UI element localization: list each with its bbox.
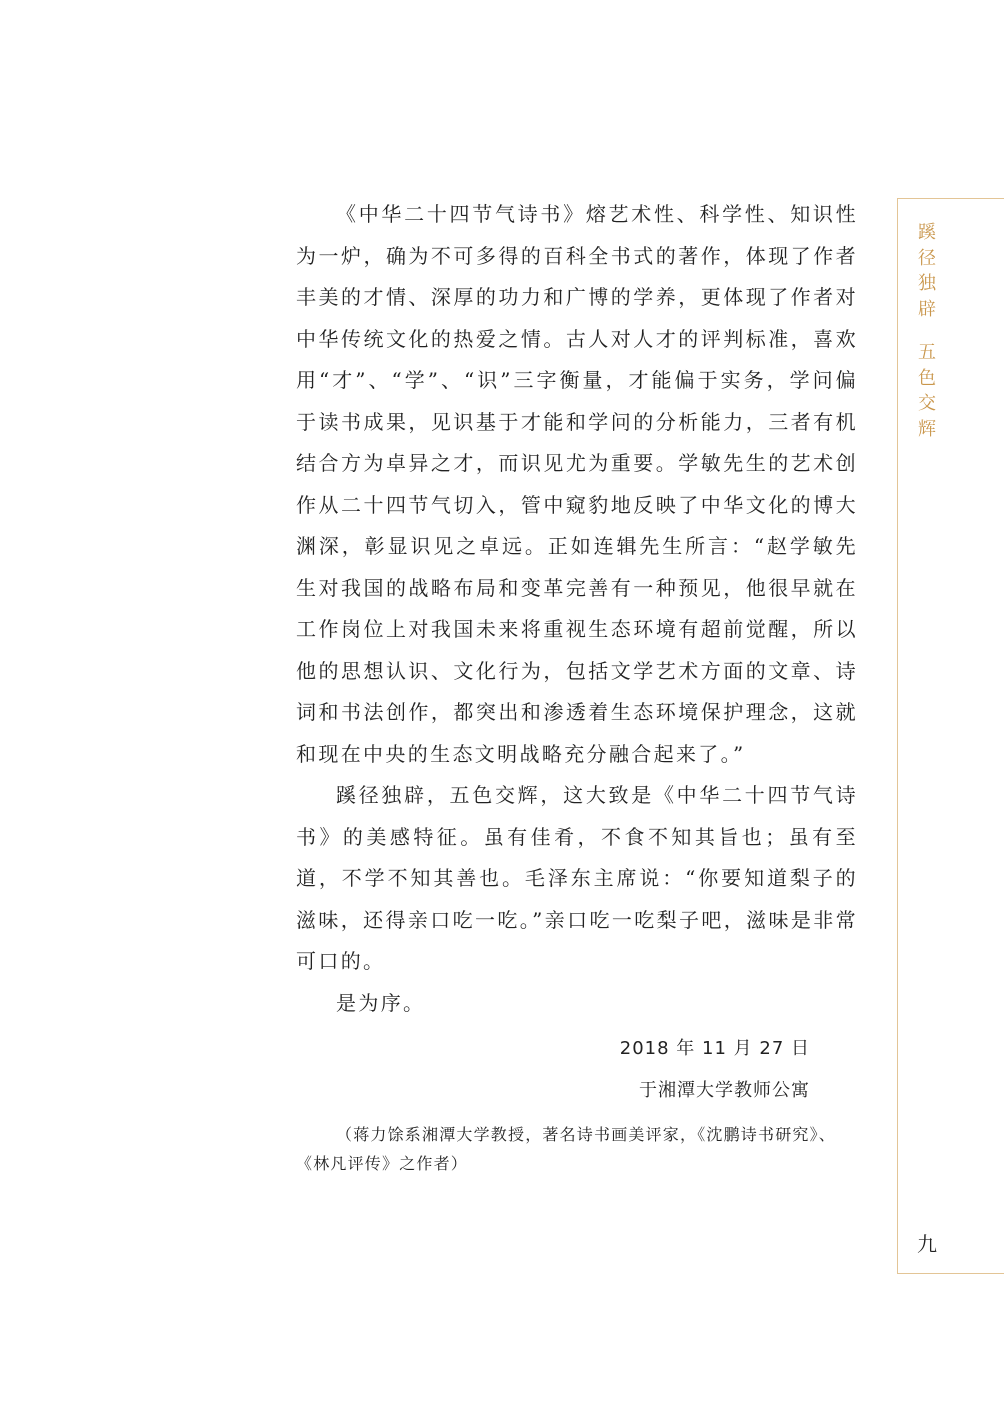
side-tab-frame [897,198,1004,1274]
paragraph-2: 蹊径独辟，五色交辉，这大致是《中华二十四节气诗书》的美感特征。虽有佳肴，不食不知其旨也；虽有至道，不学不知其善也。毛泽东主席说：“你要知道梨子的滋味，还得亲口吃一吃。”亲口吃一吃梨子吧，滋味是非常可口的。 [296,783,858,973]
signoff-place: 于湘潭大学教师公寓 [639,1080,810,1101]
paragraph-1: 《中华二十四节气诗书》熔艺术性、科学性、知识性为一炉，确为不可多得的百科全书式的著作，体现了作者丰美的才情、深厚的功力和广博的学养，更体现了作者对中华传统文化的热爱之情。古人对人才的评判标准，喜欢用“才”、“学”、“识”三字衡量，才能偏于实务，学问偏于读书成果，见识基于才能和学问的分析能力，三者有机结合方为卓异之才，而识见尤为重要。学敏先生的艺术创作从二十四节气切入，管中窥豹地反映了中华文化的博大渊深，彰显识见之卓远。正如连辑先生所言：“赵学敏先生对我国的战略布局和变革完善有一种预见，他很早就在工作岗位上对我国未来将重视生态环境有超前觉醒，所以他的思想认识、文化行为，包括文学艺术方面的文章、诗词和书法创作，都突出和渗透着生态环境保护理念，这就和现在中央的生态文明战略充分融合起来了。” [296,202,858,766]
preface-body [296,194,858,1024]
side-tab-title-gap [916,322,938,340]
page-number: 九 [917,1232,937,1256]
side-tab-title-part1: 蹊径独辟 [918,222,936,320]
paragraph-3: 是为序。 [336,990,426,1015]
side-tab-title-part2: 五色交辉 [918,342,936,440]
signoff-date: 2018 年 11 月 27 日 [619,1038,810,1059]
side-tab-title [916,220,938,442]
author-note: （蒋力馀系湘潭大学教授，著名诗书画美评家，《沈鹏诗书研究》、《林凡评传》之作者） [296,1125,837,1173]
